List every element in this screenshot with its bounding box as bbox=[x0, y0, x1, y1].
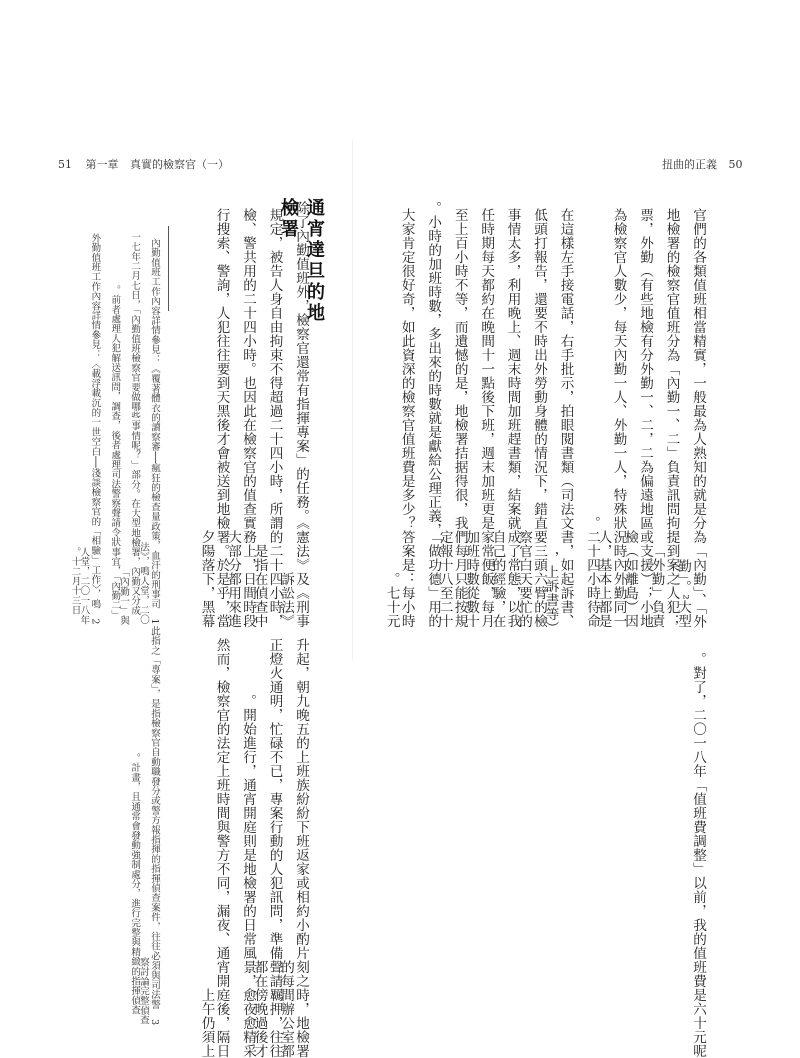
text-column: 規定，被告人身自由拘束不得超過二十四小時，所謂的二十四小時，是指在偵查中 bbox=[251, 208, 283, 628]
text-column: 大家肯定很好奇，如此資深的檢察官值班費是多少？答案是：每小時七十元。 bbox=[383, 208, 415, 628]
left-page-number: 51 bbox=[58, 158, 72, 171]
text-column: 小時的加班時數，多出來的時數就是獻給公理正義，「做功德」用的。 bbox=[425, 200, 442, 628]
chapter-title: 真實的檢察官（一） bbox=[130, 158, 229, 171]
footnote-line: 一七年二月七日，「內勤值班檢察官要做哪些事情呢？」部分。在大型地檢署，內勤又分成「內勤一」與 bbox=[118, 232, 141, 625]
footnote-line: 計畫，且通常會發動強制處分，進行完整與精緻的指揮偵查。 bbox=[129, 753, 141, 1025]
text-column: 地檢署的檢察官值班分為「內勤一、二」負責訊問拘提到案之人犯；「外勤」負責 bbox=[648, 208, 680, 628]
text-column: 開始進行，通宵開庭則是地檢署的日常風景，愈夜愈精采。 bbox=[240, 694, 257, 1058]
text-column: 升起，朝九晚五的上班族紛紛下班返家或相約小酌片刻之時，地檢署的每間辦公室都 bbox=[278, 638, 309, 1058]
footnotes bbox=[50, 225, 160, 1025]
text-column: 票，外勤（有些地檢有分外勤一、二，二為偏遠地區或支援）；小地檢（如離島）因 bbox=[622, 208, 654, 628]
page-gutter bbox=[352, 140, 353, 660]
book-title: 扭曲的正義 bbox=[662, 158, 717, 171]
text-column: 在這樣左手接電話，右手批示，拍眼閱書類（司法文書，如起訴書、上訴書等）， bbox=[542, 208, 574, 628]
left-page-header bbox=[58, 156, 229, 172]
text-column: 官們的各類值班相當精實，一般最為人熟知的就是分為「內勤」、「外勤」。²大型 bbox=[675, 207, 706, 628]
footnote-line: 十二月十三日。 bbox=[69, 547, 81, 625]
footnote-line: 1 內勤值班工作內容詳情參見：《覆著體衣的讀察審──瘋狂的檢查量政策，血汗的刑事司法》，鳴人堂，二〇 bbox=[138, 238, 160, 625]
right-page-number: 50 bbox=[728, 158, 743, 171]
text-column: 至上百小時不等，而遺憾的是，地檢署拮据得很，我們每月只能按規定報十八至二十 bbox=[436, 208, 468, 628]
text-column: 正燈火通明，忙碌不已，專案行動的人犯訊問，準備聲請羈押，往往都在傍晚過後才 bbox=[251, 638, 283, 1058]
text-column: 行搜索、警詢，人犯往往要到天黑後才會被送到地檢署。於是乎，當夕陽落下，黑幕 bbox=[198, 208, 230, 628]
text-column: 任時期每天都約在晚間十一點後下班，週末加班更是家常便飯，每月加班時數從數十 bbox=[463, 208, 495, 628]
text-column: 除了內勤值班外，檢察官還常有指揮專案」的任務。《憲法》及《刑事訴訟法》 bbox=[278, 200, 309, 628]
right-page-body bbox=[375, 198, 705, 1058]
footnote-line: 2 外勤值班工作內容詳情參見：〈載浮載沉的一世空白──淺談檢察官的「相驗」工作〉，鳴人堂，二〇一八年 bbox=[78, 233, 101, 625]
footnote-line: 「內勤二」，前者處理人犯解送訊問，調查，後者處理司法警察聲請令狀事宜。 bbox=[109, 285, 121, 625]
left-page-body bbox=[188, 198, 308, 1058]
text-column: 低頭打報告，還要不時出外勞動身體的情況下，錯直要三頭六臂的檢察官白天要忙的 bbox=[516, 208, 548, 628]
right-page-header bbox=[662, 156, 743, 172]
footnote-line: 3 此指之「專案」，是指檢察官自動職發分或警方報指揮的指揮偵查案件，往往必須與司法警察討論完整偵查 bbox=[138, 625, 160, 1025]
text-column: 為檢察官人數少，每天內勤一人、外勤一人，特殊狀況時內外勤同一人，基本上都是 bbox=[595, 208, 627, 628]
text-column: 然而，檢察官的法定上班時間與警方不同，漏夜、通宵開庭後，隔日上午仍須上 bbox=[198, 638, 230, 1058]
text-column: 事情太多，利用晚上、週末時間加班趕書類，結案就成了常態，以我自己的經驗，在 bbox=[489, 208, 521, 628]
footnote-divider bbox=[168, 226, 169, 311]
section-heading: 通宵達旦的地檢署 bbox=[278, 198, 325, 324]
text-column: 二十四小時待命。 bbox=[584, 516, 601, 628]
text-column: 檢、警共用的二十四小時。也因此在檢察官的值查實務上，日間時段大部分都用來進 bbox=[225, 208, 257, 628]
chapter-label: 第一章 bbox=[85, 158, 119, 171]
text-column: 對了，二〇一八年「值班費調整」以前，我的值班費是六十元呢。 bbox=[690, 652, 706, 1058]
